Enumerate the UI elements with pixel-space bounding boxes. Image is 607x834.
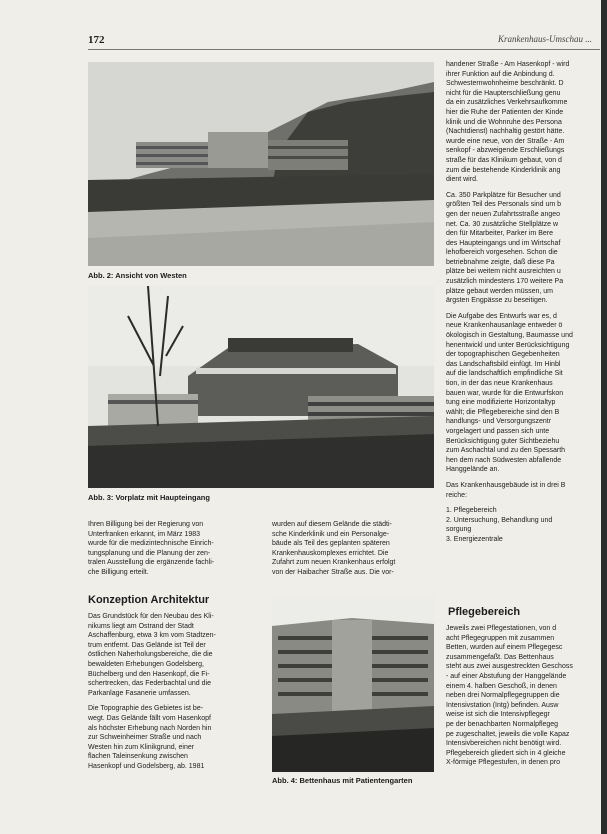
text-line: acht Pflegegruppen mit zusammen (446, 634, 555, 642)
heading-pflegebereich: Pflegebereich (448, 606, 521, 618)
text-line: bauen war, wurde für die Entwurfskon (446, 389, 564, 397)
caption-fig2: Abb. 2: Ansicht von Westen (88, 271, 187, 280)
area-list (446, 506, 600, 544)
text-line: ökologisch in Gestaltung, Baumasse und (446, 332, 573, 340)
photo-bed-house-garden (272, 596, 434, 772)
text-line: größten Teil des Personals sind um b (446, 201, 562, 209)
text-line: hen dem nach Südwesten abfallende (446, 456, 562, 464)
text-line: reiche: (446, 491, 468, 499)
text-line: wurde für die medizintechnische Einrich- (88, 540, 214, 548)
text-line: net. Ca. 30 zusätzliche Stellplätze w (446, 220, 559, 228)
text-line: von der Haibacher Straße aus. Die vor- (272, 568, 394, 576)
text-line: zum die bestehende Kinderklinik ang (446, 166, 561, 174)
text-line: ihrer Funktion auf die Anbindung d. (446, 70, 555, 78)
text-line: wurde eine neue, von der Straße - Am (446, 137, 565, 145)
right-text-column (446, 60, 600, 580)
text-line: Parkanlage Fasanerie umfassen. (88, 689, 191, 697)
text-line: tungsplanung und die Planung der zen- (88, 549, 211, 557)
right-paragraph-3 (446, 312, 600, 475)
text-line: auf die landschaftlich empfindliche Sit (446, 370, 563, 378)
text-line: wegt. Das Gelände fällt vom Hasenkopf (88, 714, 211, 722)
text-line: Die Topographie des Gebietes ist be- (88, 705, 204, 713)
intro-left-paragraph (88, 520, 264, 578)
text-line: Betten, wurden auf einem Pflegegesc (446, 644, 563, 652)
heading-konzeption-architektur: Konzeption Architektur (88, 594, 210, 606)
running-title: Krankenhaus-Umschau ... (498, 34, 592, 44)
text-line: den für Mitarbeiter, Parker im Bere (446, 230, 553, 238)
caption-fig4: Abb. 4: Bettenhaus mit Patientengarten (272, 776, 413, 785)
text-line: steht aus zwei ausgestreckten Geschoss (446, 663, 573, 671)
text-line: Die Aufgabe des Entwurfs war es, d (446, 312, 557, 320)
text-line: Das Krankenhausgebäude ist in drei B (446, 481, 566, 489)
text-line: Jeweils zwei Pflegestationen, von d (446, 625, 557, 632)
caption-fig3: Abb. 3: Vorplatz mit Haupteingang (88, 493, 210, 502)
architektur-paragraph-1 (88, 612, 264, 698)
list-item: 2. Untersuchung, Behandlung und (446, 516, 553, 524)
text-line: klinik und die Wohnruhe des Persona (446, 118, 562, 126)
text-line: Intensivstation (Intg) befinden. Ausw (446, 701, 559, 709)
text-line: straße für das Klinikum gebaut, von d (446, 156, 562, 164)
text-line: che Billigung erteilt. (88, 568, 149, 576)
text-line: zur Schweinheimer Straße und nach (88, 734, 202, 742)
text-line: neue Krankenhausanlage entweder ö (446, 322, 563, 330)
text-line: plätze gebaut werden müssen, um (446, 287, 554, 295)
text-line: Ca. 350 Parkplätze für Besucher und (446, 191, 561, 199)
text-line: Intensivbereichen nicht benötigt wird. (446, 740, 562, 748)
photo-west-view (88, 62, 434, 266)
text-line: der topographischen Gegebenheiten (446, 351, 560, 359)
text-line: pe der benachbarten Normalpflegeg (446, 720, 559, 728)
text-line: dient wird. (446, 176, 478, 184)
text-line: trum entfernt. Das Gelände ist Teil der (88, 641, 206, 649)
text-line: östlichen Naherholungsbereiche, die die (88, 651, 213, 659)
right-paragraph-4 (446, 481, 600, 500)
text-line: als höchster Erhebung nach Norden hin (88, 724, 212, 732)
text-line: zusammengefaßt. Das Bettenhaus (446, 653, 554, 661)
text-line: einem 4. halben Geschoß, in denen (446, 682, 557, 690)
text-line: handlungs- und Versorgungszentr (446, 418, 552, 426)
text-line: nikums liegt am Ostrand der Stadt (88, 622, 194, 630)
text-line: Aschaffenburg, etwa 3 km vom Stadtzen- (88, 632, 216, 640)
text-line: plätze bei weitem nicht ausreichten u (446, 268, 561, 276)
architektur-paragraph-2 (88, 704, 264, 771)
text-line: flachen Taleinsenkung zwischen (88, 753, 188, 761)
text-line: ärgsten Engpässe zu beseitigen. (446, 297, 548, 305)
list-item: sorgung (446, 526, 472, 534)
text-line: tralen Ausstellung die ergänzende fachli- (88, 559, 215, 567)
text-line: Büchelberg und den Hasenkopf, die Fi- (88, 670, 210, 678)
text-line: da ein zusätzliches Verkehrsaufkomme (446, 99, 568, 107)
text-line: bewaldeten Erhebungen Godelsberg, (88, 660, 204, 668)
text-line: Schwesternwohnheime beschränkt. D (446, 80, 564, 88)
text-line: wurden auf diesem Gelände die städti- (272, 521, 392, 528)
text-line: pe zugeschaltet, jeweils die volle Kapaz (446, 730, 570, 738)
text-line: nicht für die Haupterschließung genu (446, 89, 561, 97)
photo-entrance-plaza (88, 286, 434, 488)
page-edge (601, 0, 607, 834)
text-line: Berücksichtigung guter Sichtbeziehu (446, 437, 560, 445)
text-line: lehofbereich vorgesehen. Schon die (446, 249, 558, 257)
text-line: weise ist sich die Intensivpflegegr (446, 711, 550, 719)
pflege-column (446, 624, 600, 824)
text-line: sche Kinderklinik und ein Personalge- (272, 530, 390, 538)
list-item: 3. Energiezentrale (446, 535, 503, 543)
text-line: Hanggelände an. (446, 466, 500, 474)
text-line: gen der neuen Zufahrtsstraße angeo (446, 210, 561, 218)
architektur-column (88, 612, 264, 778)
text-line: wählt; die Pflegebereiche sind den B (446, 408, 560, 416)
text-line: X-förmige Pflegestufen, in denen pro (446, 759, 561, 767)
text-line: tion, in der das neue Krankenhaus (446, 380, 553, 387)
text-line: Unterfranken erkannt, im März 1983 (88, 530, 201, 538)
text-line: zum Aschachtal und zu den Spessarth (446, 447, 566, 455)
text-line: Ihren Billigung bei der Regierung von (88, 521, 204, 528)
text-line: Westen hin zum Klinikgrund, einer (88, 743, 195, 751)
header-rule (88, 49, 600, 50)
text-line: neben drei Normalpflegegruppen die (446, 692, 560, 700)
text-line: Pflegebereich gliedert sich in 4 gleiche (446, 749, 566, 757)
text-line: bäude als Teil des geplanten späteren (272, 540, 390, 548)
pflege-paragraph-1 (446, 624, 600, 768)
intro-left-column (88, 520, 264, 584)
text-line: Krankenhauskomplexes errichtet. Die (272, 549, 389, 557)
text-line: (Nachtdienst) nachhaltig gestört hätte. (446, 128, 565, 136)
text-line: tung eine modifizierte Horizontaltyp (446, 399, 556, 407)
text-line: Hasenkopf und Godelsberg, ab. 1981 (88, 762, 205, 770)
text-line: handener Straße - Am Hasenkopf - wird (446, 61, 570, 68)
text-line: - auf einer Abstufung der Hanggelände (446, 672, 567, 680)
text-line: henentwickl und unter Berücksichtigung (446, 341, 570, 349)
text-line: schertrecken, das Federbachtal und die (88, 680, 211, 688)
text-line: Zufahrt zum neuen Krankenhaus erfolgt (272, 559, 396, 567)
text-line: senkopf - abzweigende Erschließungs (446, 147, 565, 155)
text-line: hier die Ruhe der Patienten der Kinde (446, 108, 564, 116)
page-number: 172 (88, 34, 105, 46)
text-line: zusätzlich mindestens 170 weitere Pa (446, 278, 564, 286)
text-line: vorgelagert und passen sich unte (446, 427, 550, 435)
right-paragraph-1 (446, 60, 600, 185)
text-line: des Haupteingangs und im Wirtschaf (446, 239, 561, 247)
intro-mid-column (272, 520, 434, 584)
text-line: das Landschaftsbild einfügt. Im Hinbl (446, 360, 561, 368)
intro-mid-paragraph (272, 520, 434, 578)
list-item: 1. Pflegebereich (446, 507, 497, 515)
right-paragraph-2 (446, 191, 600, 306)
text-line: Das Grundstück für den Neubau des Kli- (88, 613, 214, 620)
text-line: betriebnahme zeigte, daß diese Pa (446, 258, 555, 266)
